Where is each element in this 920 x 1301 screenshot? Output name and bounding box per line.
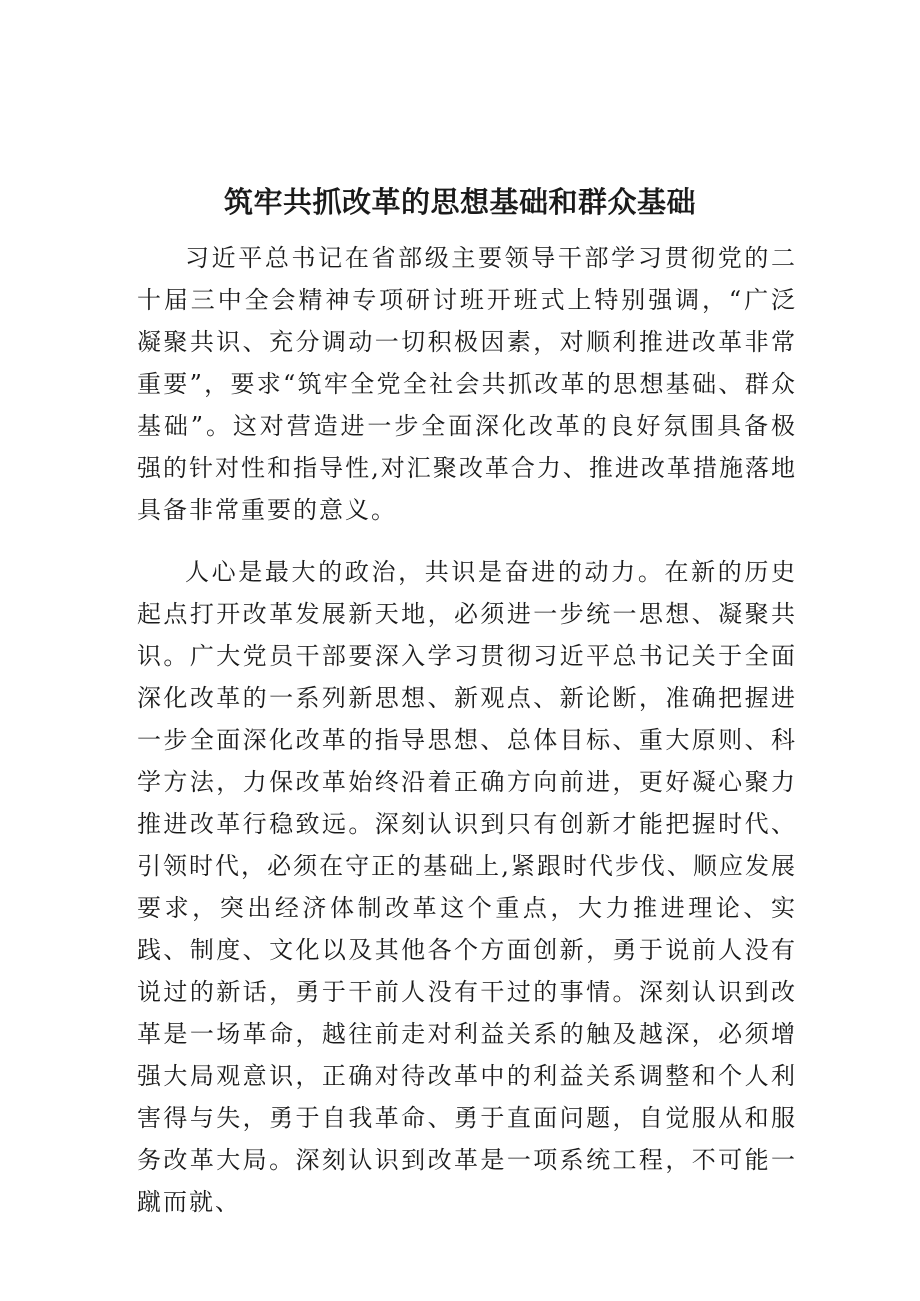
document-title: 筑牢共抓改革的思想基础和群众基础 (223, 185, 696, 219)
paragraph-2: 人心是最大的政治，共识是奋进的动力。在新的历史起点打开改革发展新天地，必须进一步统一思想、凝聚共识。广大党员干部要深入学习贯彻习近平总书记关于全面深化改革的一系列新思想、新观点、新论断，准确把握进一步全面深化改革的指导思想、总体目标、重大原则、科学方法，力保改革始终沿着正确方向前进，更好凝心聚力推进改革行稳致远。深刻认识到只有创新才能把握时代、引领时代，必须在守正的基础上,紧跟时代步伐、顺应发展要求，突出经济体制改革这个重点，大力推进理论、实践、制度、文化以及其他各个方面创新，勇于说前人没有说过的新话，勇于干前人没有干过的事情。深刻认识到改革是一场革命，越往前走对利益关系的触及越深，必须增强大局观意识，正确对待改革中的利益关系调整和个人利害得与失，勇于自我革命、勇于直面问题，自觉服从和服务改革大局。深刻认识到改革是一项系统工程，不可能一蹴而就、 (137, 558, 797, 1216)
paragraph-1: 习近平总书记在省部级主要领导干部学习贯彻党的二十届三中全会精神专项研讨班开班式上特别强调，“广泛凝聚共识、充分调动一切积极因素，对顺利推进改革非常重要”，要求“筑牢全党全社会共抓改革的思想基础、群众基础”。这对营造进一步全面深化改革的良好氛围具备极强的针对性和指导性,对汇聚改革合力、推进改革措施落地具备非常重要的意义。 (137, 244, 797, 524)
document-body (137, 237, 797, 1223)
